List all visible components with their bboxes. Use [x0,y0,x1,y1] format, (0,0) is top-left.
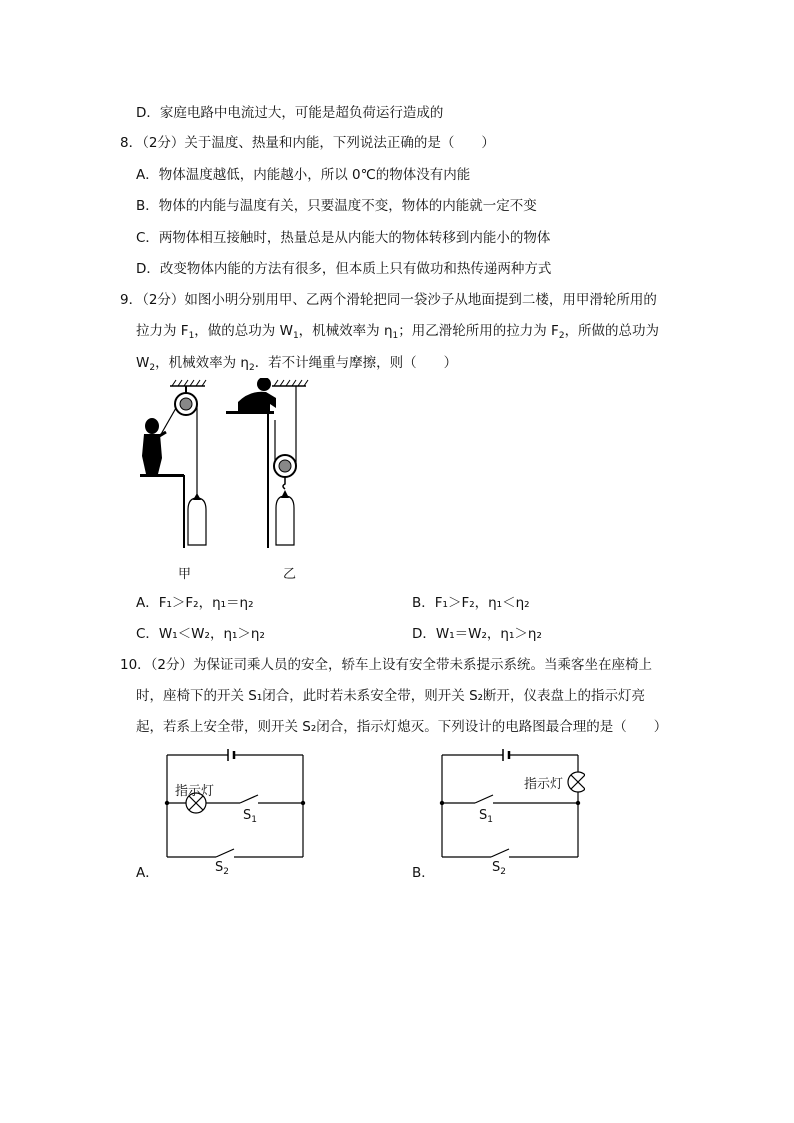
movable-pulley-diagram [226,378,308,548]
q9-stem-line1: 9．（2分）如图小明分别用甲、乙两个滑轮把同一袋沙子从地面提到二楼，用甲滑轮所用的 [120,292,657,308]
circuit-a-lamp-label: 指示灯 [175,784,215,799]
figure-label-jia: 甲 [178,567,192,582]
circuit-a-s1-label: $S_1$ [243,808,257,825]
q8-stem: 8．（2分）关于温度、热量和内能，下列说法正确的是（ ） [120,135,495,151]
circuit-b-s2-label: $S_2$ [492,860,506,877]
q10-stem-line1: 10．（2分）为保证司乘人员的安全，轿车上设有安全带未系提示系统。当乘客坐在座椅上 [120,657,653,673]
q9-stem-line2: 拉力为 $F_1$，做的总功为 $W_1$，机械效率为 $\eta_1$；用乙滑轮所用的拉力为 $F_2$，所做的总功为 [136,323,660,341]
circuit-b-s1-label: $S_1$ [479,808,493,825]
q10-option-a-label: A． [136,865,159,881]
q9-option-c: C．W₁＜W₂，η₁＞η₂ [136,626,265,642]
q8-option-b: B．物体的内能与温度有关，只要温度不变，物体的内能就一定不变 [136,198,537,214]
pulley-figure [130,378,320,553]
circuit-a-s2-label: $S_2$ [215,860,229,877]
q9-option-a: A．F₁＞F₂，η₁＝η₂ [136,595,254,611]
fixed-pulley-diagram [140,380,206,548]
circuit-diagram-a [160,745,310,865]
q10-stem-line2: 时，座椅下的开关 S₁闭合，此时若未系安全带，则开关 S₂断开，仪表盘上的指示灯亮 [136,688,646,704]
q9-stem-line3: $W_2$，机械效率为 $\eta_2$．若不计绳重与摩擦，则（ ） [136,355,458,373]
q8-option-d: D．改变物体内能的方法有很多，但本质上只有做功和热传递两种方式 [136,261,552,277]
q8-option-a: A．物体温度越低，内能越小，所以 0℃的物体没有内能 [136,167,471,183]
q10-stem-line3: 起，若系上安全带，则开关 S₂闭合，指示灯熄灭。下列设计的电路图最合理的是（ ） [136,719,668,735]
figure-label-yi: 乙 [283,567,297,582]
q10-option-b-label: B． [412,865,435,881]
q9-option-b: B．F₁＞F₂，η₁＜η₂ [412,595,530,611]
circuit-b-lamp-label: 指示灯 [524,777,564,792]
circuit-diagram-b [435,745,585,865]
q7-option-d: D．家庭电路中电流过大，可能是超负荷运行造成的 [136,105,444,121]
q9-option-d: D．W₁＝W₂，η₁＞η₂ [412,626,542,642]
q8-option-c: C．两物体相互接触时，热量总是从内能大的物体转移到内能小的物体 [136,230,551,246]
